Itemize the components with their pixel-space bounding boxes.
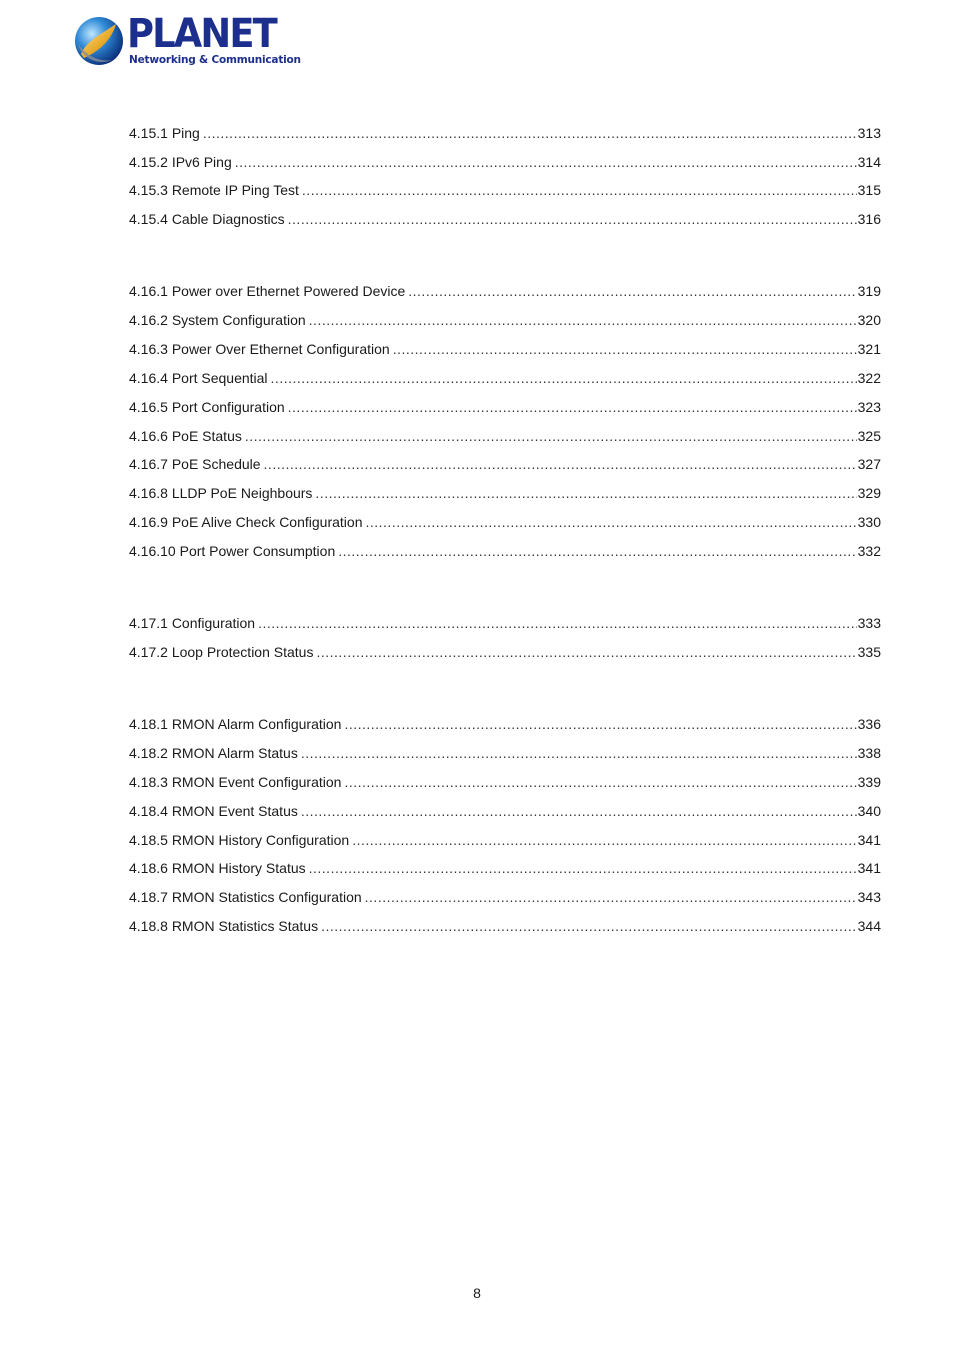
toc-dot-leader [309, 858, 857, 878]
toc-entry-title: 4.17.2 Loop Protection Status [129, 644, 314, 660]
toc-entry[interactable] [129, 483, 881, 503]
toc-entry[interactable] [129, 541, 881, 561]
toc-entry-page: 333 [857, 615, 881, 631]
toc-dot-leader [301, 801, 857, 821]
toc-entry[interactable] [129, 887, 881, 907]
toc-entry[interactable] [129, 642, 881, 662]
toc-entry-page: 325 [857, 428, 881, 444]
toc-entry-page: 313 [857, 125, 881, 141]
toc-entry[interactable] [129, 858, 881, 878]
page-number: 8 [473, 1285, 481, 1301]
toc-entry-page: 335 [857, 644, 881, 660]
toc-dot-leader [393, 339, 857, 359]
toc-entry-title: 4.16.1 Power over Ethernet Powered Device [129, 283, 406, 299]
toc-entry-page: 315 [857, 182, 881, 198]
toc-entry-title: 4.16.2 System Configuration [129, 312, 306, 328]
toc-entry[interactable] [129, 397, 881, 417]
toc-entry-title: 4.18.3 RMON Event Configuration [129, 774, 342, 790]
toc-entry[interactable] [129, 743, 881, 763]
toc-entry[interactable] [129, 339, 881, 359]
toc-entry-page: 320 [857, 312, 881, 328]
toc-entry-page: 339 [857, 774, 881, 790]
toc-entry-page: 332 [857, 543, 881, 559]
toc-entry-title: 4.15.3 Remote IP Ping Test [129, 182, 299, 198]
toc-dot-leader [338, 541, 856, 561]
toc-entry[interactable] [129, 801, 881, 821]
toc-entry-title: 4.16.8 LLDP PoE Neighbours [129, 485, 313, 501]
toc-entry[interactable] [129, 209, 881, 229]
toc-dot-leader [271, 368, 857, 388]
planet-logo [72, 11, 301, 72]
toc-dot-leader [365, 512, 856, 532]
toc-entry-title: 4.16.3 Power Over Ethernet Configuration [129, 341, 390, 357]
toc-entry-title: 4.17.1 Configuration [129, 615, 256, 631]
toc-entry-title: 4.18.4 RMON Event Status [129, 803, 298, 819]
toc-dot-leader [302, 180, 857, 200]
toc-entry-page: 336 [857, 716, 881, 732]
toc-entry[interactable] [129, 426, 881, 446]
toc-entry-page: 323 [857, 399, 881, 415]
toc-entry-title: 4.18.1 RMON Alarm Configuration [129, 716, 342, 732]
toc-entry[interactable] [129, 180, 881, 200]
toc-entry-page: 314 [857, 154, 881, 170]
toc-entry[interactable] [129, 123, 881, 143]
toc-entry[interactable] [129, 830, 881, 850]
globe-icon [72, 14, 126, 68]
toc-entry-title: 4.15.1 Ping [129, 125, 200, 141]
toc-entry[interactable] [129, 714, 881, 734]
toc-entry-title: 4.15.2 IPv6 Ping [129, 154, 232, 170]
toc-entry-title: 4.15.4 Cable Diagnostics [129, 211, 285, 227]
toc-entry[interactable] [129, 310, 881, 330]
toc-dot-leader [245, 426, 857, 446]
toc-dot-leader [309, 310, 857, 330]
toc-entry-page: 319 [857, 283, 881, 299]
toc-entry-title: 4.16.6 PoE Status [129, 428, 242, 444]
toc-entry-page: 338 [857, 745, 881, 761]
toc-entry-title: 4.16.7 PoE Schedule [129, 456, 261, 472]
toc-entry-page: 327 [857, 456, 881, 472]
toc-entry[interactable] [129, 772, 881, 792]
toc-entry[interactable] [129, 152, 881, 172]
toc-dot-leader [288, 209, 857, 229]
toc-dot-leader [235, 152, 857, 172]
toc-entry-title: 4.18.2 RMON Alarm Status [129, 745, 298, 761]
toc-dot-leader [365, 887, 857, 907]
toc-dot-leader [301, 743, 857, 763]
toc-entry-page: 341 [857, 832, 881, 848]
toc-entry[interactable] [129, 368, 881, 388]
toc-entry-page: 340 [857, 803, 881, 819]
toc-entry-title: 4.16.4 Port Sequential [129, 370, 268, 386]
toc-entry-page: 344 [857, 918, 881, 934]
toc-entry[interactable] [129, 281, 881, 301]
logo-wordmark: PLANET [127, 11, 276, 57]
toc-entry-page: 322 [857, 370, 881, 386]
toc-entry[interactable] [129, 613, 881, 633]
toc-dot-leader [344, 772, 856, 792]
toc-dot-leader [352, 830, 856, 850]
toc-entry-page: 330 [857, 514, 881, 530]
toc-dot-leader [264, 454, 857, 474]
toc-entry[interactable] [129, 454, 881, 474]
toc-dot-leader [316, 642, 856, 662]
toc-dot-leader [288, 397, 857, 417]
toc-entry-title: 4.18.5 RMON History Configuration [129, 832, 350, 848]
toc-entry-page: 329 [857, 485, 881, 501]
toc-entry-page: 343 [857, 889, 881, 905]
toc-dot-leader [258, 613, 857, 633]
toc-dot-leader [408, 281, 856, 301]
toc-dot-leader [344, 714, 856, 734]
toc-entry-title: 4.16.9 PoE Alive Check Configuration [129, 514, 363, 530]
toc-entry[interactable] [129, 916, 881, 936]
toc-dot-leader [203, 123, 857, 143]
toc-dot-leader [321, 916, 857, 936]
toc-entry[interactable] [129, 512, 881, 532]
toc-dot-leader [315, 483, 856, 503]
toc-entry-page: 321 [857, 341, 881, 357]
toc-entry-title: 4.16.5 Port Configuration [129, 399, 285, 415]
toc-entry-title: 4.18.6 RMON History Status [129, 860, 306, 876]
toc-entry-title: 4.16.10 Port Power Consumption [129, 543, 336, 559]
toc-entry-title: 4.18.8 RMON Statistics Status [129, 918, 319, 934]
toc-entry-title: 4.18.7 RMON Statistics Configuration [129, 889, 362, 905]
logo-subtitle: Networking & Communication [129, 54, 301, 66]
toc-entry-page: 316 [857, 211, 881, 227]
toc-entry-page: 341 [857, 860, 881, 876]
